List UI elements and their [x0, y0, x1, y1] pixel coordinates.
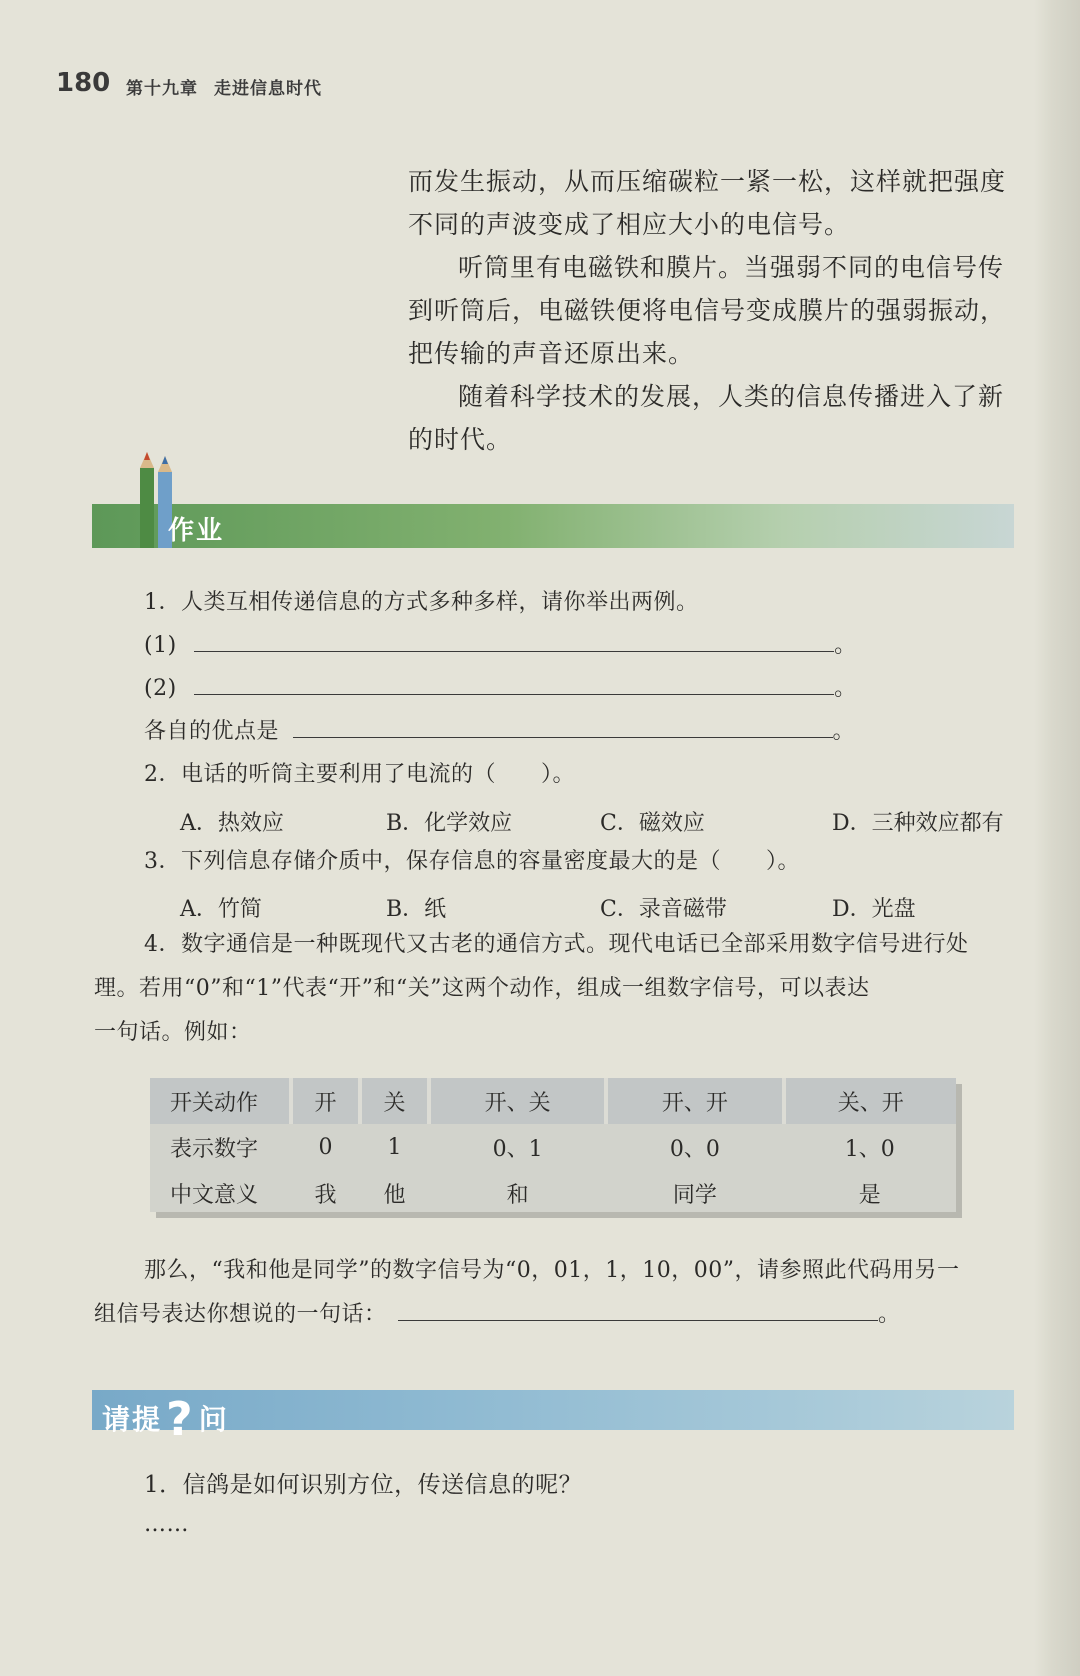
table-row-header: 开关动作: [150, 1078, 291, 1124]
question-4-line: 理。若用“0”和“1”代表“开”和“关”这两个动作，组成一组数字信号，可以表达: [94, 976, 870, 1001]
followup-prompt: 组信号表达你想说的一句话：: [94, 1302, 387, 1327]
table-cell: 1: [387, 1134, 402, 1160]
answer-blank[interactable]: [398, 1296, 878, 1321]
blank-period: 。: [834, 633, 857, 658]
followup-text: 那么，“我和他是同学”的数字信号为“0，01，1，10，00”，请参照此代码用另一: [144, 1258, 960, 1283]
answer-blank[interactable]: [194, 670, 834, 695]
table-cell: 开: [291, 1078, 360, 1124]
table-cell: 0、1: [492, 1136, 543, 1162]
homework-title: 作业: [168, 516, 225, 546]
table-row: [150, 1124, 956, 1170]
page-number: 180: [56, 68, 111, 98]
page-edge: [1034, 0, 1080, 1676]
answer-blank[interactable]: [194, 627, 834, 652]
advantages-label: 各自的优点是: [144, 719, 280, 744]
question-mark-icon: ?: [166, 1392, 195, 1446]
table-cell: 0、0: [669, 1136, 720, 1162]
homework-banner: [92, 504, 1014, 548]
intro-paragraph: 听筒里有电磁铁和膜片。当强弱不同的电信号传到听筒后，电磁铁便将电信号变成膜片的强弱振动，把传输的声音还原出来。: [408, 253, 1007, 368]
choice-option[interactable]: C．磁效应: [600, 811, 705, 836]
table-row-header: 中文意义: [170, 1182, 259, 1208]
choice-option[interactable]: A．竹简: [180, 897, 262, 922]
ask-question: 1．信鸽是如何识别方位，传送信息的呢？: [144, 1472, 583, 1498]
chapter-heading: [126, 74, 338, 99]
choice-option[interactable]: B．纸: [386, 897, 447, 922]
intro-paragraph: 而发生振动，从而压缩碳粒一紧一松，这样就把强度不同的声波变成了相应大小的电信号。: [408, 167, 1007, 239]
intro-paragraph: 随着科学技术的发展，人类的信息传播进入了新的时代。: [408, 382, 1005, 454]
table-cell: 开、关: [429, 1078, 606, 1124]
table-cell: 是: [858, 1182, 881, 1208]
table-cell: 关: [360, 1078, 429, 1124]
table-cell: 0: [318, 1134, 333, 1160]
choice-option[interactable]: A．热效应: [180, 811, 284, 836]
table-cell: 同学: [672, 1182, 717, 1208]
table-row-header: 表示数字: [170, 1136, 259, 1162]
ask-title-part: 问: [198, 1403, 229, 1436]
advantages-line: [144, 711, 855, 753]
table-cell: 他: [383, 1182, 406, 1208]
chapter-title: 走进信息时代: [214, 79, 322, 99]
choice-option[interactable]: C．录音磁带: [600, 897, 727, 922]
table-cell: 我: [314, 1182, 337, 1208]
answer-line-1: [144, 625, 857, 667]
item-label: (2): [144, 676, 177, 701]
blank-period: 。: [878, 1302, 901, 1327]
followup-line: [94, 1294, 901, 1336]
table-cell: 开、开: [606, 1078, 783, 1124]
ask-title-part: 请提: [102, 1403, 163, 1436]
answer-blank[interactable]: [293, 713, 833, 738]
choice-option[interactable]: B．化学效应: [386, 811, 513, 836]
table-cell: 关、开: [784, 1078, 956, 1124]
chapter-number: 第十九章: [126, 79, 198, 99]
question-2: 2．电话的听筒主要利用了电流的（ ）。: [144, 762, 575, 787]
answer-line-2: [144, 668, 857, 710]
blank-period: 。: [834, 676, 857, 701]
table-cell: 和: [506, 1182, 529, 1208]
ask-banner: [92, 1390, 1014, 1430]
table-row: [150, 1078, 956, 1124]
ellipsis: ……: [144, 1512, 189, 1537]
table-row: [150, 1170, 956, 1216]
blank-period: 。: [832, 719, 856, 744]
choice-option[interactable]: D．光盘: [832, 897, 916, 922]
choice-option[interactable]: D．三种效应都有: [832, 811, 1004, 836]
question-4-line: 一句话。例如：: [94, 1020, 252, 1045]
intro-text: [408, 160, 1018, 461]
question-3: 3．下列信息存储介质中，保存信息的容量密度最大的是（ ）。: [144, 849, 800, 874]
signal-table: [150, 1078, 956, 1212]
table-cell: 1、0: [844, 1136, 895, 1162]
ask-title: [102, 1392, 229, 1446]
question-4: 4．数字通信是一种既现代又古老的通信方式。现代电话已全部采用数字信号进行处: [144, 932, 969, 957]
item-label: (1): [144, 633, 177, 658]
question-1: 1．人类互相传递信息的方式多种多样，请你举出两例。: [144, 590, 699, 615]
